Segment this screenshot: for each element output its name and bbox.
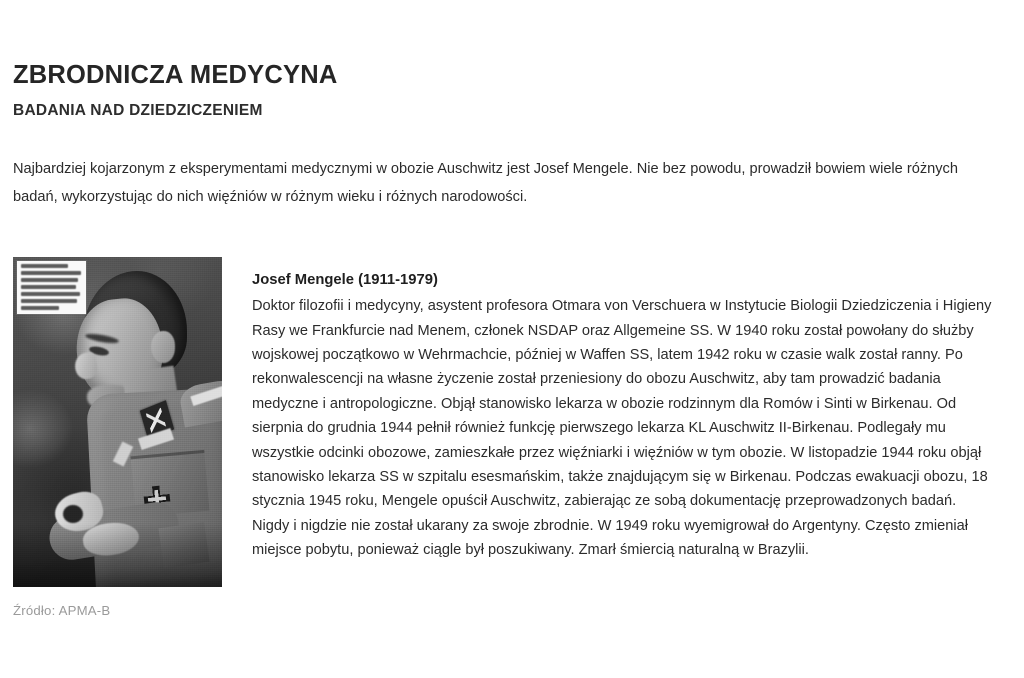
page-title: ZBRODNICZA MEDYCYNA (13, 61, 338, 89)
overlay-text-line (21, 278, 78, 282)
photo-source-caption: Źródło: APMA-B (13, 603, 111, 619)
article-title: Josef Mengele (1911-1979) (252, 272, 438, 289)
content-row (13, 257, 1011, 618)
overlay-text-line (21, 285, 76, 289)
intro-paragraph: Najbardziej kojarzonym z eksperymentami medycznymi w obozie Auschwitz jest Josef Mengele. Nie bez powodu, prowadził bowiem wiele różnych badań, wykorzystując do nich więźniów w różnym wieku i różnych narodowości. (13, 161, 958, 206)
page-subtitle: BADANIA NAD DZIEDZICZENIEM (13, 102, 263, 120)
overlay-text-line (21, 292, 80, 296)
article-body: Doktor filozofii i medycyny, asystent profesora Otmara von Verschuera w Instytucie Biologii Dziedziczenia i Higieny Rasy we Frankfurcie nad Menem, członek NSDAP oraz Allgemeine SS. W 1940 roku został powołany do służby wojskowej początkowo w Wehrmachcie, później w Waffen SS, latem 1942 roku w czasie walk został ranny. Po rekonwalescencji na własne życzenie został przeniesiony do obozu Auschwitz, aby tam prowadzić badania medyczne i antropologiczne. Objął stanowisko lekarza w obozie rodzinnym dla Romów i Sinti w Birkenau. Od sierpnia do grudnia 1944 pełnił również funkcję pierwszego lekarza KL Auschwitz II-Birkenau. Podlegały mu wszystkie odcinki obozowe, zamieszkałe przez więźniarki i więźniów w tym obozie. W listopadzie 1944 roku objął stanowisko lekarza SS w szpitalu esesmańskim, także znajdującym się w Birkenau. Podczas ewakuacji obozu, 18 stycznia 1945 roku, Mengele opuścił Auschwitz, zabierając ze sobą dokumentację przeprowadzonych badań. Nigdy i nigdzie nie został ukarany za swoje zbrodnie. W 1949 roku wyemigrował do Argentyny. Często zmieniał miejsce pobytu, ponieważ ciągle był poszukiwany. Zmarł śmiercią naturalną w Brazylii. (252, 298, 992, 559)
photo-overlay-caption-box (17, 261, 86, 314)
overlay-text-line (21, 306, 59, 310)
photo-held-object (63, 505, 83, 523)
overlay-text-line (21, 299, 77, 303)
article-text-block (223, 257, 997, 562)
mengele-photograph (13, 257, 222, 587)
overlay-text-line (21, 264, 68, 268)
photo-ear (151, 331, 175, 363)
photo-figure (13, 257, 223, 618)
overlay-text-line (21, 271, 81, 275)
photo-bottom-shadow (13, 523, 222, 587)
